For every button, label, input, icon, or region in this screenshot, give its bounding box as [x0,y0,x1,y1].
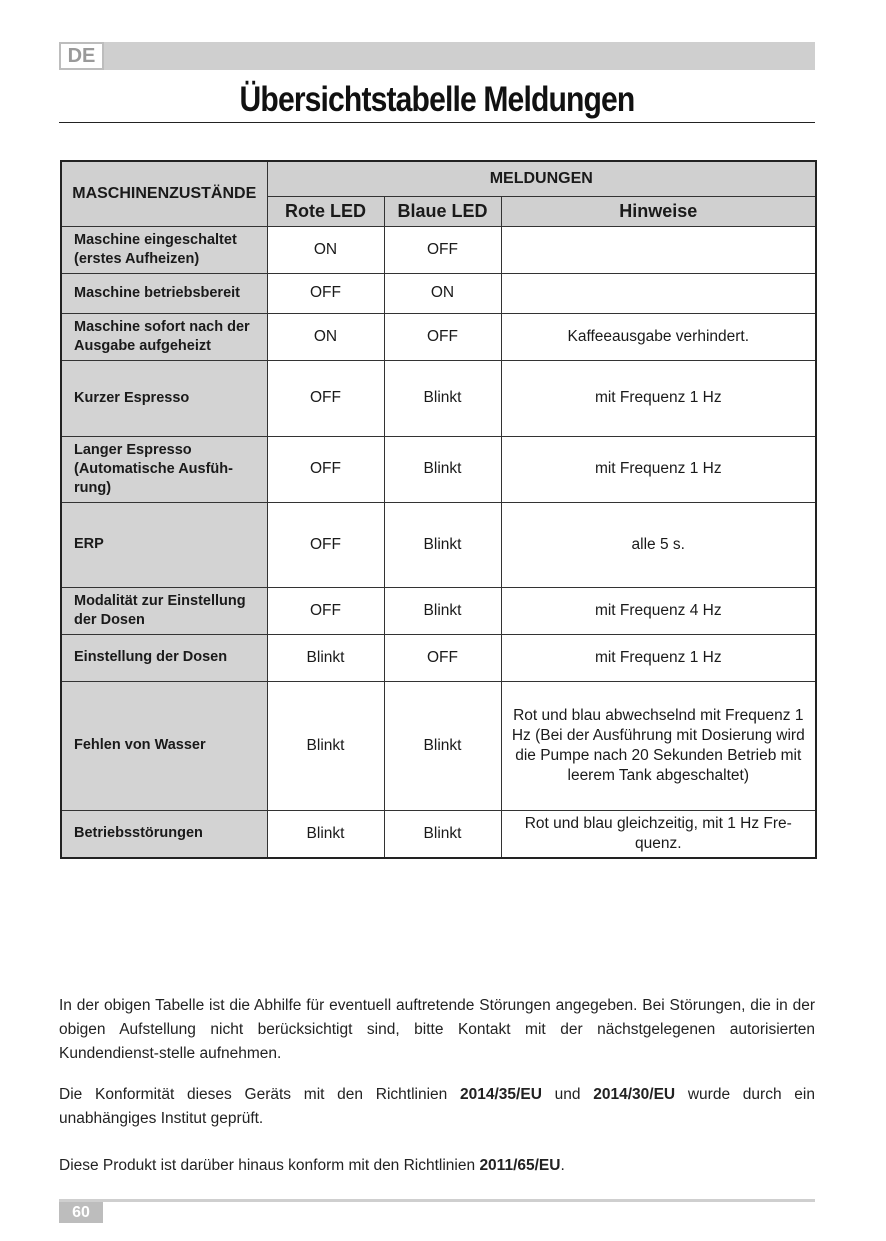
language-tag: DE [59,42,104,70]
table-row [61,681,816,810]
table-row [61,587,816,634]
row-note [501,273,816,313]
row-state: Maschine betriebsbereit [61,273,267,313]
row-red-led: Blinkt [267,810,384,858]
table-row [61,634,816,681]
row-state: Einstellung der Dosen [61,634,267,681]
table-row [61,273,816,313]
rohs-text: . [560,1157,565,1174]
row-state: Maschine eingeschaltet (erstes Aufheizen) [61,226,267,273]
row-note: Rot und blau abwechselnd mit Frequenz 1 Hz (Bei der Ausführung mit Dosierung wird die Pumpe nach 20 Sekunden Betrieb mit leerem Tank abgeschaltet) [501,681,816,810]
row-note: alle 5 s. [501,502,816,587]
row-blue-led: OFF [384,226,501,273]
row-blue-led: Blinkt [384,436,501,502]
conformity-text: Die Konformität dieses Geräts mit den Richtlinien [59,1086,461,1103]
footer-divider [59,1199,815,1202]
row-blue-led: ON [384,273,501,313]
row-state: Betriebsstörungen [61,810,267,858]
rohs-text: Diese Produkt ist darüber hinaus konform mit den Richtlinien [59,1157,480,1174]
row-red-led: ON [267,226,384,273]
paragraph-rohs [59,1154,815,1178]
table-row [61,313,816,360]
language-bar [59,42,815,70]
row-blue-led: OFF [384,634,501,681]
paragraph-conformity [59,1083,815,1131]
page-title: Übersichtstabelle Meldungen [239,80,635,119]
row-note [501,226,816,273]
row-red-led: Blinkt [267,681,384,810]
row-red-led: ON [267,313,384,360]
row-blue-led: OFF [384,313,501,360]
row-red-led: OFF [267,273,384,313]
row-blue-led: Blinkt [384,681,501,810]
row-blue-led: Blinkt [384,587,501,634]
row-note: mit Frequenz 1 Hz [501,634,816,681]
page-number: 60 [59,1202,103,1223]
table-row [61,502,816,587]
row-red-led: OFF [267,360,384,436]
row-state: Fehlen von Wasser [61,681,267,810]
row-state: Maschine sofort nach der Ausgabe aufgeheizt [61,313,267,360]
row-note: mit Frequenz 1 Hz [501,436,816,502]
table-row [61,226,816,273]
directive-rohs: 2011/65/EU [479,1157,561,1174]
header-messages: MELDUNGEN [267,161,816,196]
header-blue-led: Blaue LED [384,196,501,226]
header-machine-states: MASCHINENZUSTÄNDE [61,161,267,226]
row-red-led: OFF [267,436,384,502]
conformity-text: wurde durch ein unabhängiges Institut geprüft. [59,1086,815,1127]
row-state: Kurzer Espresso [61,360,267,436]
header-notes: Hinweise [501,196,816,226]
row-state: Modalität zur Einstellung der Dosen [61,587,267,634]
directive-lvd: 2014/35/EU [460,1086,542,1103]
table-row [61,436,816,502]
row-state: Langer Espresso (Automatische Ausfüh-rung) [61,436,267,502]
row-red-led: OFF [267,587,384,634]
paragraph-troubleshooting: In der obigen Tabelle ist die Abhilfe für eventuell auftretende Störungen angegeben. Bei Störungen, die in der obigen Aufstellung nicht berücksichtigt sind, bitte Kontakt mit der nächstgelegenen autorisierten Kundendienst-stelle aufnehmen. [59,997,815,1062]
row-note: Kaffeeausgabe verhindert. [501,313,816,360]
row-note: mit Frequenz 4 Hz [501,587,816,634]
conformity-text: und [541,1086,594,1103]
header-red-led: Rote LED [267,196,384,226]
messages-table [60,160,817,859]
row-blue-led: Blinkt [384,360,501,436]
row-state: ERP [61,502,267,587]
row-blue-led: Blinkt [384,810,501,858]
row-note: Rot und blau gleichzeitig, mit 1 Hz Fre-quenz. [501,810,816,858]
row-note: mit Frequenz 1 Hz [501,360,816,436]
title-divider [59,122,815,123]
row-blue-led: Blinkt [384,502,501,587]
directive-emc: 2014/30/EU [593,1086,676,1103]
table-row [61,810,816,858]
row-red-led: Blinkt [267,634,384,681]
row-red-led: OFF [267,502,384,587]
table-row [61,360,816,436]
